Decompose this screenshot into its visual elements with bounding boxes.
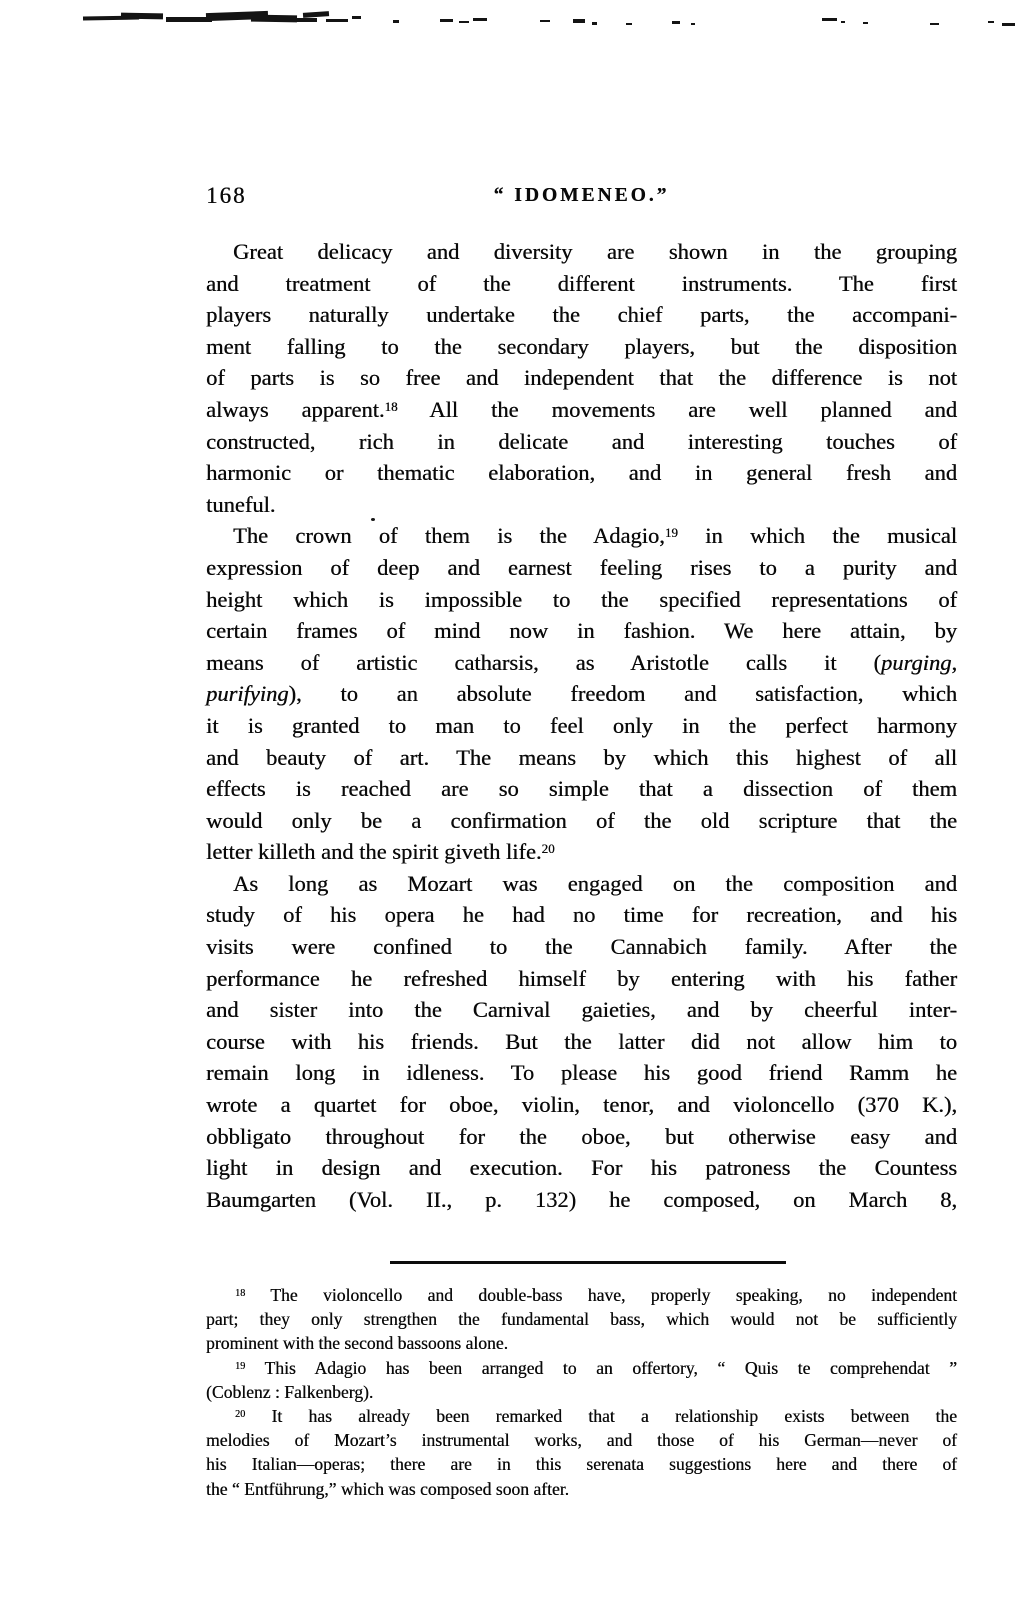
- footnote-18: [206, 1283, 957, 1356]
- scan-noise-mark: [573, 19, 585, 23]
- text-line: Baumgarten (Vol. II., p. 132) he composed, on March 8,: [206, 1186, 957, 1212]
- footnote-line: $^{18}$ The violoncello and double-bass have, properly speaking, no independent: [235, 1285, 957, 1305]
- body-text: [206, 236, 957, 1215]
- footnote-20: [206, 1404, 957, 1501]
- text-line: and beauty of art. The means by which this highest of all: [206, 744, 957, 770]
- scan-noise-mark: [121, 13, 163, 20]
- scan-noise-mark: [393, 20, 399, 23]
- text-line: expression of deep and earnest feeling rises to a purity and: [206, 554, 957, 580]
- text-line: performance he refreshed himself by entering with his father: [206, 965, 957, 991]
- text-line: ment falling to the secondary players, but the disposition: [206, 333, 957, 359]
- scan-noise-mark: [672, 21, 680, 24]
- footnote-line: $^{20}$ It has already been remarked that a relationship exists between the: [235, 1405, 957, 1426]
- scan-noise-mark: [1002, 23, 1015, 26]
- text-line: height which is impossible to the specified representations of: [206, 586, 957, 612]
- text-line: players naturally undertake the chief parts, the accompani-: [206, 302, 957, 328]
- text-line: harmonic or thematic elaboration, and in general fresh and: [206, 460, 957, 486]
- scan-noise-mark: [459, 21, 469, 23]
- scan-noise-mark: [287, 18, 317, 22]
- paragraph: [206, 236, 957, 520]
- text-line: Great delicacy and diversity are shown in the grouping: [233, 239, 957, 264]
- text-line: always apparent.$^{18}$ All the movements are well planned and: [206, 396, 957, 422]
- scan-noise-mark: [592, 22, 597, 25]
- text-line: remain long in idleness. To please his good friend Ramm he: [206, 1060, 957, 1086]
- text-line: course with his friends. But the latter did not allow him to: [206, 1028, 957, 1054]
- scan-noise-mark: [626, 23, 632, 25]
- text-line: certain frames of mind now in fashion. We here attain, by: [206, 618, 957, 644]
- paragraph: [206, 520, 957, 868]
- scan-noise-mark: [988, 21, 994, 23]
- footnote-line: his Italian—operas; there are in this serenata suggestions here and there of: [206, 1454, 957, 1475]
- scan-noise-mark: [473, 18, 487, 21]
- page-number: 168: [206, 183, 247, 208]
- running-title: “ IDOMENEO.”: [493, 185, 670, 206]
- footnote-line: $^{19}$ This Adagio has been arranged to an offertory, “ Quis te comprehendat ”: [235, 1357, 957, 1378]
- scan-noise-mark: [440, 19, 453, 22]
- text-line: and sister into the Carnival gaieties, and by cheerful inter-: [206, 997, 957, 1023]
- text-line: and treatment of the different instruments. The first: [206, 270, 957, 296]
- footnote-line: prominent with the second bassoons alone.: [206, 1333, 508, 1354]
- footnote-19: [206, 1356, 957, 1404]
- footnotes: [206, 1283, 957, 1501]
- scan-noise-mark: [303, 11, 329, 18]
- text-line: letter killeth and the spirit giveth life.$^{20}$: [206, 839, 555, 865]
- text-line: effects is reached are so simple that a dissection of them: [206, 776, 957, 802]
- paragraph: [206, 868, 957, 1216]
- scan-noise-mark: [930, 23, 939, 25]
- text-line: tuneful.: [206, 491, 276, 517]
- scan-noise-mark: [540, 20, 550, 22]
- text-line: purifying), to an absolute freedom and satisfaction, which: [206, 681, 957, 707]
- text-line: means of artistic catharsis, as Aristotle calls it (purging,: [206, 649, 957, 675]
- text-line: The crown of them is the Adagio,$^{19}$ in which the musical: [233, 523, 957, 549]
- scan-noise-mark: [822, 18, 837, 21]
- text-line: As long as Mozart was engaged on the composition and: [233, 870, 957, 896]
- scan-noise-mark: [841, 21, 845, 23]
- footnote-line: melodies of Mozart’s instrumental works, and those of his German—never of: [206, 1430, 957, 1451]
- text-line: it is granted to man to feel only in the perfect harmony: [206, 712, 957, 738]
- scan-noise-mark: [326, 19, 348, 22]
- scan-noise-mark: [863, 22, 868, 24]
- text-line: constructed, rich in delicate and interesting touches of: [206, 428, 957, 454]
- page-header: [206, 182, 957, 210]
- text-line: study of his opera he had no time for recreation, and his: [206, 902, 957, 928]
- text-line: light in design and execution. For his patroness the Countess: [206, 1155, 957, 1181]
- text-line: obbligato throughout for the oboe, but otherwise easy and: [206, 1123, 957, 1149]
- text-line: would only be a confirmation of the old scripture that the: [206, 807, 957, 833]
- scan-noise-mark: [691, 23, 695, 25]
- text-line: of parts is so free and independent that the difference is not: [206, 365, 957, 391]
- footnote-line: the “ Entführung,” which was composed soon after.: [206, 1478, 570, 1499]
- text-line: wrote a quartet for oboe, violin, tenor, and violoncello (370 K.),: [206, 1092, 957, 1118]
- footnote-line: part; they only strengthen the fundamental bass, which would not be sufficiently: [206, 1309, 957, 1330]
- scan-noise-mark: [352, 16, 361, 19]
- footnote-line: (Coblenz : Falkenberg).: [206, 1381, 374, 1402]
- footnote-rule: [390, 1261, 786, 1264]
- text-line: visits were confined to the Cannabich family. After the: [206, 934, 957, 960]
